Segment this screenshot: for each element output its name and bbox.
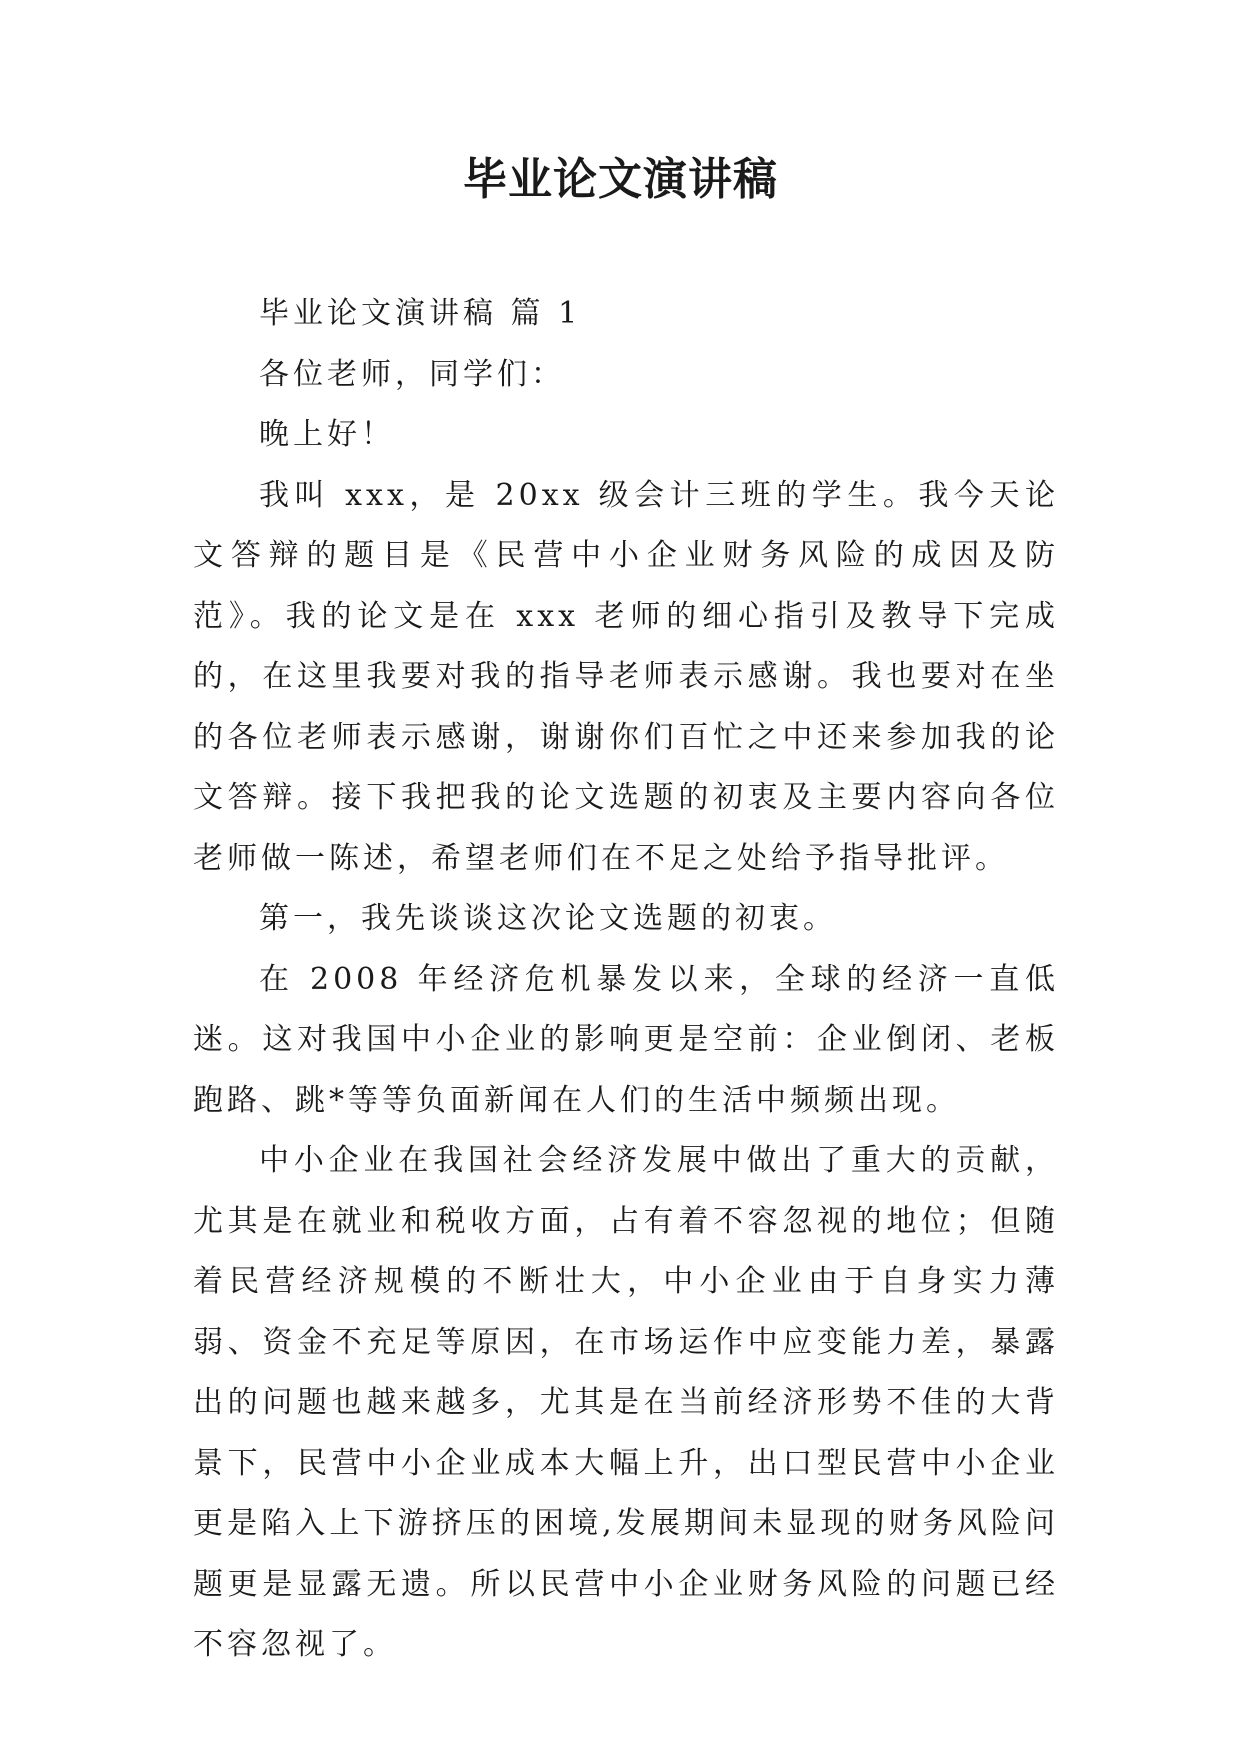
body-paragraph: 第一，我先谈谈这次论文选题的初衷。 <box>259 901 837 936</box>
body-paragraph: 在 2008 年经济危机暴发以来，全球的经济一直低迷。这对我国中小企业的影响更是空前：企业倒闭、老板跑路、跳*等等负面新闻在人们的生活中频频出现。 <box>193 961 1059 1118</box>
greeting: 晚上好！ <box>259 417 395 452</box>
section-heading: 毕业论文演讲稿 篇 1 <box>259 296 582 331</box>
document-title: 毕业论文演讲稿 <box>463 154 778 205</box>
document-body <box>193 284 1059 1676</box>
body-paragraph: 我叫 xxx，是 20xx 级会计三班的学生。我今天论文答辩的题目是《民营中小企业财务风险的成因及防范》。我的论文是在 xxx 老师的细心指引及教导下完成的，在这里我要对我的指导老师表示感谢。我也要对在坐的各位老师表示感谢，谢谢你们百忙之中还来参加我的论文答辩。接下我把我的论文选题的初衷及主要内容向各位老师做一陈述，希望老师们在不足之处给予指导批评。 <box>193 477 1059 876</box>
body-paragraph: 中小企业在我国社会经济发展中做出了重大的贡献，尤其是在就业和税收方面，占有着不容忽视的地位；但随着民营经济规模的不断壮大，中小企业由于自身实力薄弱、资金不充足等原因，在市场运作中应变能力差，暴露出的问题也越来越多，尤其是在当前经济形势不佳的大背景下，民营中小企业成本大幅上升，出口型民营中小企业更是陷入上下游挤压的困境,发展期间未显现的财务风险问题更是显露无遗。所以民营中小企业财务风险的问题已经不容忽视了。 <box>193 1143 1059 1662</box>
salutation: 各位老师，同学们： <box>259 356 565 392</box>
